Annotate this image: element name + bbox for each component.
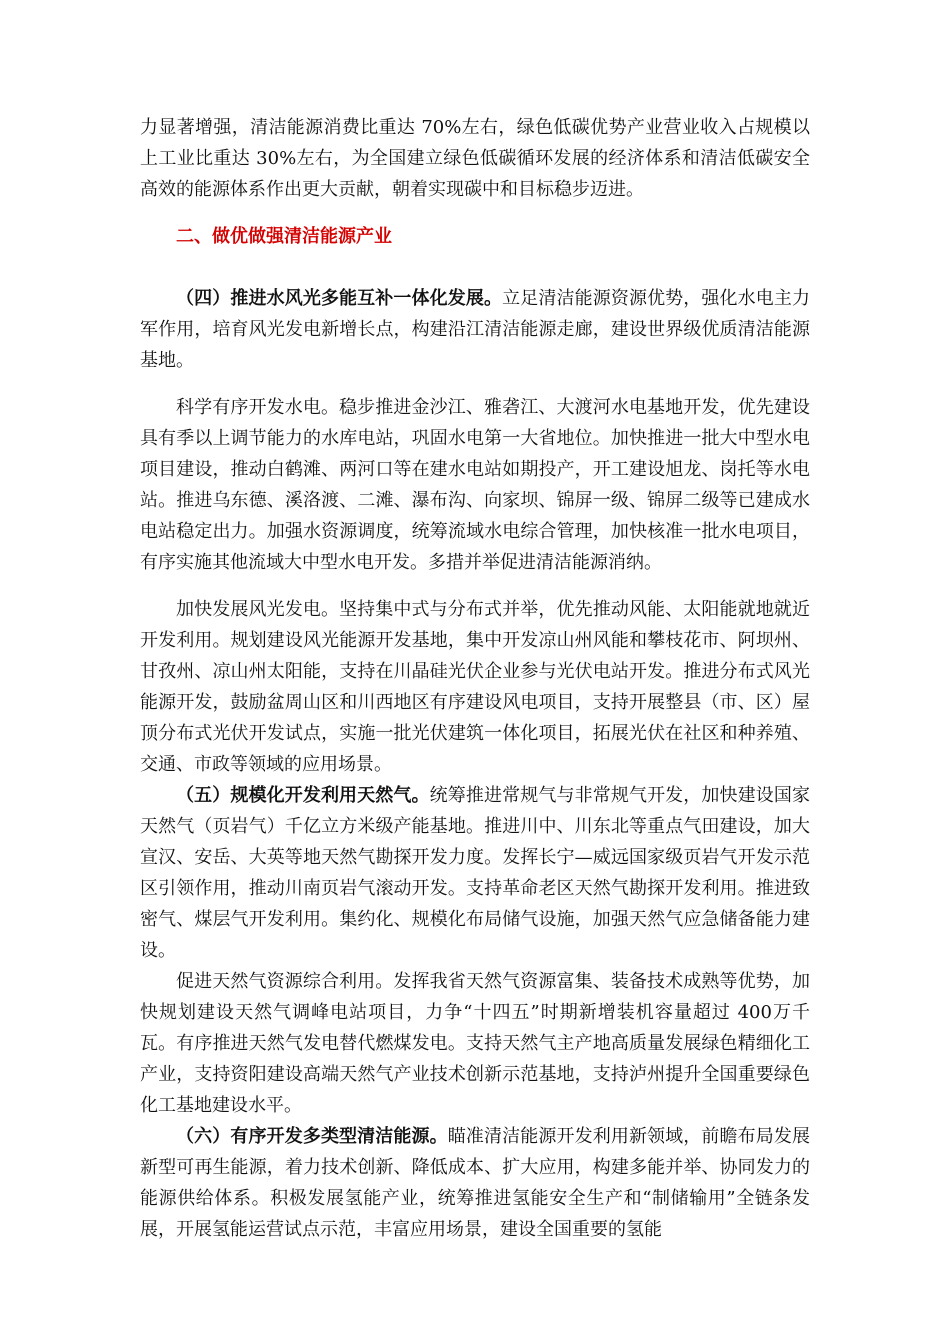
section-6-title: （六）有序开发多类型清洁能源。 bbox=[176, 1126, 448, 1147]
section-5-title: （五）规模化开发利用天然气。 bbox=[176, 785, 430, 806]
paragraph-wind-solar: 加快发展风光发电。坚持集中式与分布式并举，优先推动风能、太阳能就地就近开发利用。规划建设风光能源开发基地，集中开发凉山州风能和攀枝花市、阿坝州、甘孜州、凉山州太阳能，支持在川晶硅光伏企业参与光伏电站开发。推进分布式风光能源开发，鼓励盆周山区和川西地区有序建设风电项目，支持开展整县（市、区）屋顶分布式光伏开发试点，实施一批光伏建筑一体化项目，拓展光伏在社区和种养殖、交通、市政等领域的应用场景。 bbox=[140, 599, 810, 775]
paragraph-section-6 bbox=[140, 1121, 810, 1245]
paragraph-section-4 bbox=[140, 283, 810, 376]
paragraph-hydropower: 科学有序开发水电。稳步推进金沙江、雅砻江、大渡河水电基地开发，优先建设具有季以上调节能力的水库电站，巩固水电第一大省地位。加快推进一批大中型水电项目建设，推动白鹤滩、两河口等在建水电站如期投产，开工建设旭龙、岗托等水电站。推进乌东德、溪洛渡、二滩、瀑布沟、向家坝、锦屏一级、锦屏二级等已建成水电站稳定出力。加强水资源调度，统筹流域水电综合管理，加快核准一批水电项目，有序实施其他流域大中型水电开发。多措并举促进清洁能源消纳。 bbox=[140, 397, 810, 573]
paragraph-section-5 bbox=[140, 780, 810, 966]
section-4-body: 立足清洁能源资源优势，强化水电主力军作用，培育风光发电新增长点，构建沿江清洁能源走廊，建设世界级优质清洁能源基地。 bbox=[140, 288, 811, 371]
section-heading: 二、做优做强清洁能源产业 bbox=[176, 226, 392, 247]
paragraph-targets: 力显著增强，清洁能源消费比重达 70%左右，绿色低碳优势产业营业收入占规模以上工业比重达 30%左右，为全国建立绿色低碳循环发展的经济体系和清洁低碳安全高效的能源体系作出更大贡献，朝着实现碳中和目标稳步迈进。 bbox=[140, 117, 810, 200]
paragraph-natural-gas-use: 促进天然气资源综合利用。发挥我省天然气资源富集、装备技术成熟等优势，加快规划建设天然气调峰电站项目，力争“十四五”时期新增装机容量超过 400万千瓦。有序推进天然气发电替代燃煤发电。支持天然气主产地高质量发展绿色精细化工产业，支持资阳建设高端天然气产业技术创新示范基地，支持泸州提升全国重要绿色化工基地建设水平。 bbox=[140, 971, 810, 1116]
section-6-body: 瞄准清洁能源开发利用新领域，前瞻布局发展新型可再生能源，着力技术创新、降低成本、扩大应用，构建多能并举、协同发力的能源供给体系。积极发展氢能产业，统筹推进氢能安全生产和“制储输用”全链条发展，开展氢能运营试点示范，丰富应用场景，建设全国重要的氢能 bbox=[140, 1126, 810, 1240]
section-5-body: 统筹推进常规气与非常规气开发，加快建设国家天然气（页岩气）千亿立方米级产能基地。推进川中、川东北等重点气田建设，加大宣汉、安岳、大英等地天然气勘探开发力度。发挥长宁—威远国家级页岩气开发示范区引领作用，推动川南页岩气滚动开发。支持革命老区天然气勘探开发利用。推进致密气、煤层气开发利用。集约化、规模化布局储气设施，加强天然气应急储备能力建设。 bbox=[140, 785, 811, 961]
section-4-title: （四）推进水风光多能互补一体化发展。 bbox=[176, 288, 503, 309]
